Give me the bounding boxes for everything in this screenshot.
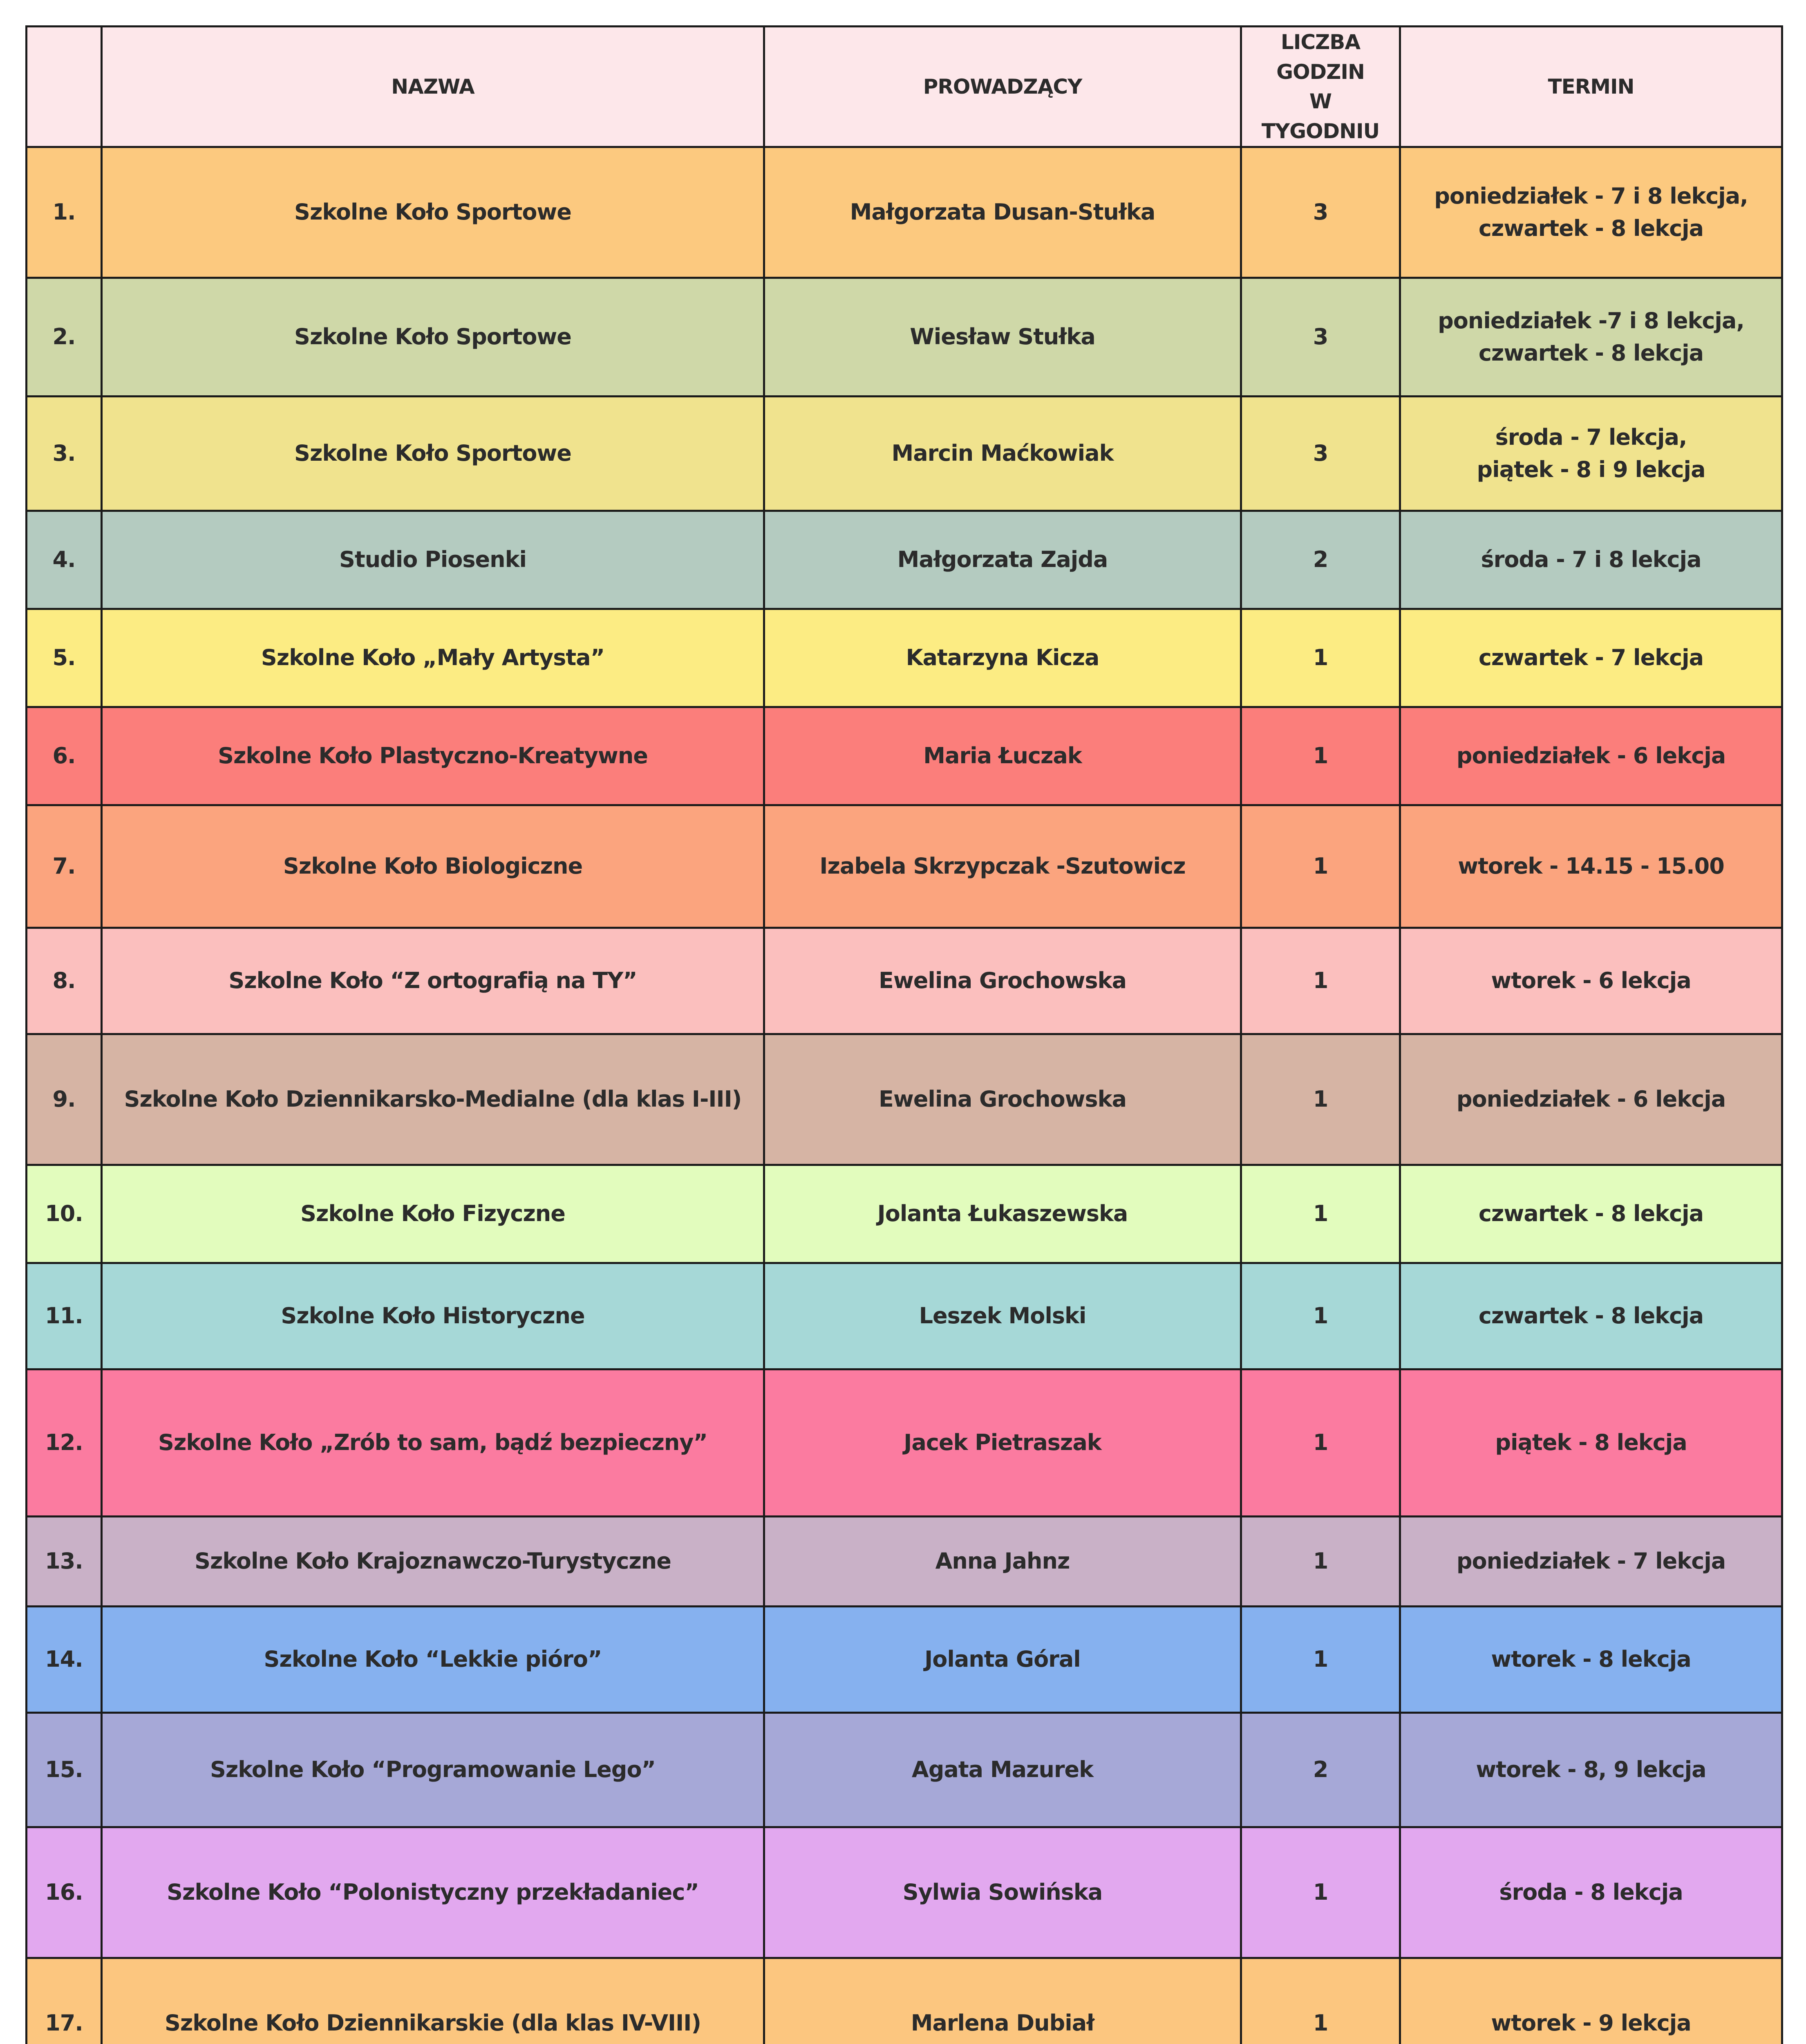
term-line: piątek - 8 lekcja bbox=[1495, 1430, 1687, 1456]
table-row bbox=[27, 1607, 1782, 1713]
term-line: wtorek - 14.15 - 15.00 bbox=[1458, 853, 1724, 879]
term-line: piątek - 8 i 9 lekcja bbox=[1477, 456, 1705, 482]
row-number: 16. bbox=[27, 1827, 102, 1958]
term-line: wtorek - 8, 9 lekcja bbox=[1476, 1757, 1706, 1783]
club-term bbox=[1400, 1263, 1782, 1369]
weekly-hours: 1 bbox=[1241, 1034, 1400, 1165]
club-leader: Jolanta Góral bbox=[764, 1607, 1241, 1713]
club-term bbox=[1400, 1034, 1782, 1165]
club-name: Szkolne Koło Dziennikarsko-Medialne (dla klas I-III) bbox=[102, 1034, 764, 1165]
table-row bbox=[27, 1263, 1782, 1369]
club-name: Szkolne Koło Dziennikarskie (dla klas IV-VIII) bbox=[102, 1958, 764, 2044]
weekly-hours: 1 bbox=[1241, 1827, 1400, 1958]
club-name: Studio Piosenki bbox=[102, 511, 764, 609]
club-term bbox=[1400, 147, 1782, 278]
table-row bbox=[27, 1369, 1782, 1517]
club-term bbox=[1400, 928, 1782, 1034]
weekly-hours: 3 bbox=[1241, 397, 1400, 511]
term-line: środa - 7 i 8 lekcja bbox=[1481, 547, 1701, 573]
row-number: 12. bbox=[27, 1369, 102, 1517]
header-hours-line: GODZIN bbox=[1276, 60, 1365, 84]
club-name: Szkolne Koło Fizyczne bbox=[102, 1165, 764, 1263]
weekly-hours: 1 bbox=[1241, 1263, 1400, 1369]
club-leader: Ewelina Grochowska bbox=[764, 1034, 1241, 1165]
weekly-hours: 1 bbox=[1241, 1369, 1400, 1517]
table-row bbox=[27, 1165, 1782, 1263]
weekly-hours: 1 bbox=[1241, 609, 1400, 707]
term-line: wtorek - 6 lekcja bbox=[1491, 968, 1691, 994]
club-leader: Wiesław Stułka bbox=[764, 278, 1241, 397]
schedule-sheet bbox=[25, 25, 1781, 2044]
weekly-hours: 1 bbox=[1241, 928, 1400, 1034]
club-leader: Maria Łuczak bbox=[764, 707, 1241, 805]
table-row bbox=[27, 1034, 1782, 1165]
header-hours bbox=[1241, 27, 1400, 147]
row-number: 3. bbox=[27, 397, 102, 511]
header-leader: PROWADZĄCY bbox=[764, 27, 1241, 147]
row-number: 9. bbox=[27, 1034, 102, 1165]
table-row bbox=[27, 928, 1782, 1034]
row-number: 8. bbox=[27, 928, 102, 1034]
row-number: 13. bbox=[27, 1517, 102, 1607]
weekly-hours: 2 bbox=[1241, 511, 1400, 609]
term-line: czwartek - 8 lekcja bbox=[1478, 1303, 1704, 1329]
weekly-hours: 2 bbox=[1241, 1713, 1400, 1827]
term-line: środa - 8 lekcja bbox=[1499, 1879, 1683, 1905]
table-body bbox=[27, 147, 1782, 2044]
weekly-hours: 3 bbox=[1241, 147, 1400, 278]
table-row bbox=[27, 609, 1782, 707]
club-name: Szkolne Koło Plastyczno-Kreatywne bbox=[102, 707, 764, 805]
weekly-hours: 3 bbox=[1241, 278, 1400, 397]
row-number: 2. bbox=[27, 278, 102, 397]
table-row bbox=[27, 511, 1782, 609]
club-name: Szkolne Koło Sportowe bbox=[102, 147, 764, 278]
club-term bbox=[1400, 397, 1782, 511]
header-term: TERMIN bbox=[1400, 27, 1782, 147]
table-row bbox=[27, 1958, 1782, 2044]
term-line: poniedziałek - 6 lekcja bbox=[1456, 1086, 1726, 1112]
table-row bbox=[27, 278, 1782, 397]
club-term bbox=[1400, 805, 1782, 928]
club-leader: Małgorzata Zajda bbox=[764, 511, 1241, 609]
club-name: Szkolne Koło Krajoznawczo-Turystyczne bbox=[102, 1517, 764, 1607]
club-leader: Jacek Pietraszak bbox=[764, 1369, 1241, 1517]
club-name: Szkolne Koło Sportowe bbox=[102, 397, 764, 511]
club-leader: Sylwia Sowińska bbox=[764, 1827, 1241, 1958]
club-name: Szkolne Koło Sportowe bbox=[102, 278, 764, 397]
club-leader: Marlena Dubiał bbox=[764, 1958, 1241, 2044]
table-row bbox=[27, 805, 1782, 928]
term-line: poniedziałek -7 i 8 lekcja, bbox=[1438, 308, 1744, 334]
table-row bbox=[27, 707, 1782, 805]
term-line: środa - 7 lekcja, bbox=[1495, 424, 1687, 450]
row-number: 17. bbox=[27, 1958, 102, 2044]
club-term bbox=[1400, 1369, 1782, 1517]
term-line: poniedziałek - 6 lekcja bbox=[1456, 743, 1726, 769]
row-number: 11. bbox=[27, 1263, 102, 1369]
term-line: poniedziałek - 7 i 8 lekcja, bbox=[1434, 183, 1748, 209]
row-number: 4. bbox=[27, 511, 102, 609]
term-line: wtorek - 8 lekcja bbox=[1491, 1646, 1691, 1672]
club-leader: Jolanta Łukaszewska bbox=[764, 1165, 1241, 1263]
row-number: 15. bbox=[27, 1713, 102, 1827]
club-leader: Anna Jahnz bbox=[764, 1517, 1241, 1607]
club-name: Szkolne Koło Historyczne bbox=[102, 1263, 764, 1369]
club-term bbox=[1400, 1713, 1782, 1827]
club-term bbox=[1400, 1517, 1782, 1607]
header-hours-line: W TYGODNIU bbox=[1261, 90, 1380, 143]
row-number: 6. bbox=[27, 707, 102, 805]
club-name: Szkolne Koło “Lekkie pióro” bbox=[102, 1607, 764, 1713]
term-line: czwartek - 8 lekcja bbox=[1478, 1201, 1704, 1227]
club-name: Szkolne Koło „Mały Artysta” bbox=[102, 609, 764, 707]
club-term bbox=[1400, 278, 1782, 397]
table-row bbox=[27, 147, 1782, 278]
term-line: poniedziałek - 7 lekcja bbox=[1456, 1548, 1726, 1574]
club-name: Szkolne Koło „Zrób to sam, bądź bezpieczny” bbox=[102, 1369, 764, 1517]
club-leader: Ewelina Grochowska bbox=[764, 928, 1241, 1034]
header-hours-line: LICZBA bbox=[1280, 30, 1361, 54]
club-term bbox=[1400, 1607, 1782, 1713]
club-leader: Katarzyna Kicza bbox=[764, 609, 1241, 707]
table-row bbox=[27, 1517, 1782, 1607]
weekly-hours: 1 bbox=[1241, 1958, 1400, 2044]
weekly-hours: 1 bbox=[1241, 707, 1400, 805]
club-leader: Leszek Molski bbox=[764, 1263, 1241, 1369]
weekly-hours: 1 bbox=[1241, 1517, 1400, 1607]
club-term bbox=[1400, 1827, 1782, 1958]
club-name: Szkolne Koło “Programowanie Lego” bbox=[102, 1713, 764, 1827]
term-line: czwartek - 8 lekcja bbox=[1478, 215, 1704, 241]
club-term bbox=[1400, 609, 1782, 707]
club-term bbox=[1400, 707, 1782, 805]
table-row bbox=[27, 1827, 1782, 1958]
club-term bbox=[1400, 511, 1782, 609]
clubs-table bbox=[25, 25, 1783, 2044]
club-leader: Marcin Maćkowiak bbox=[764, 397, 1241, 511]
table-row bbox=[27, 1713, 1782, 1827]
club-name: Szkolne Koło “Polonistyczny przekładaniec” bbox=[102, 1827, 764, 1958]
row-number: 7. bbox=[27, 805, 102, 928]
weekly-hours: 1 bbox=[1241, 1607, 1400, 1713]
term-line: czwartek - 8 lekcja bbox=[1478, 340, 1704, 366]
club-term bbox=[1400, 1165, 1782, 1263]
club-name: Szkolne Koło Biologiczne bbox=[102, 805, 764, 928]
weekly-hours: 1 bbox=[1241, 805, 1400, 928]
table-header-row bbox=[27, 27, 1782, 147]
club-term bbox=[1400, 1958, 1782, 2044]
table-row bbox=[27, 397, 1782, 511]
weekly-hours: 1 bbox=[1241, 1165, 1400, 1263]
row-number: 1. bbox=[27, 147, 102, 278]
club-leader: Izabela Skrzypczak -Szutowicz bbox=[764, 805, 1241, 928]
row-number: 5. bbox=[27, 609, 102, 707]
header-number bbox=[27, 27, 102, 147]
club-leader: Agata Mazurek bbox=[764, 1713, 1241, 1827]
term-line: czwartek - 7 lekcja bbox=[1478, 645, 1704, 671]
header-name: NAZWA bbox=[102, 27, 764, 147]
row-number: 14. bbox=[27, 1607, 102, 1713]
club-name: Szkolne Koło “Z ortografią na TY” bbox=[102, 928, 764, 1034]
row-number: 10. bbox=[27, 1165, 102, 1263]
term-line: wtorek - 9 lekcja bbox=[1491, 2010, 1691, 2036]
club-leader: Małgorzata Dusan-Stułka bbox=[764, 147, 1241, 278]
